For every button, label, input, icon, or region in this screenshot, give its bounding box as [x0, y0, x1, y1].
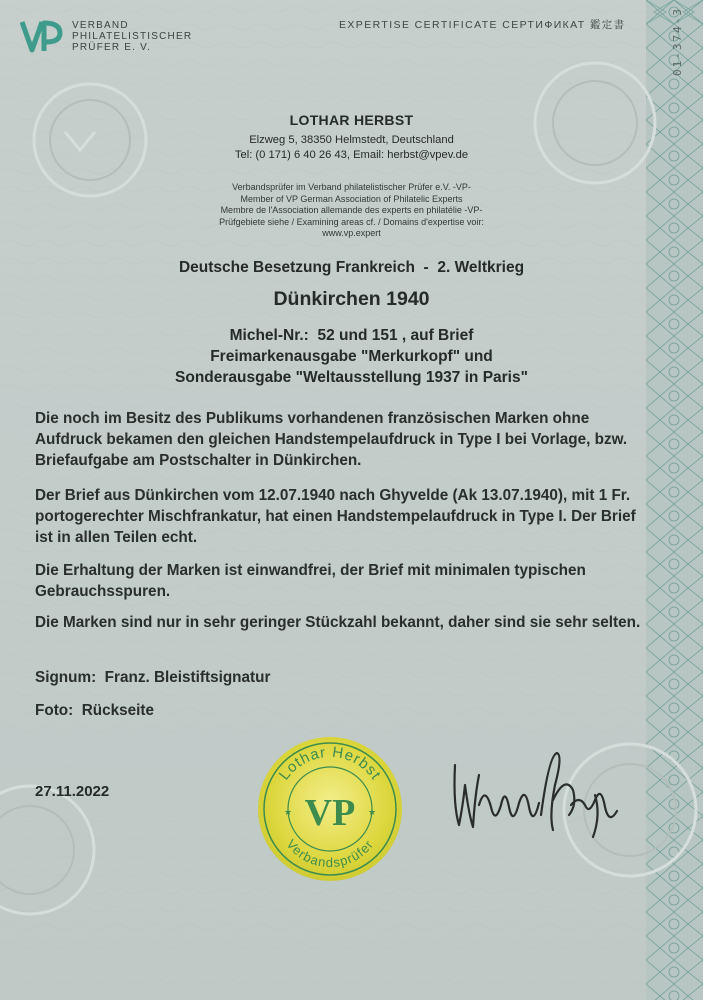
serial-code: 01-374-3 — [671, 7, 684, 76]
association-block — [0, 182, 703, 240]
logo-text — [72, 20, 222, 53]
svg-text:★: ★ — [368, 807, 377, 817]
subject-line: Michel-Nr.: 52 und 151 , auf Brief — [229, 327, 474, 344]
logo-line: VERBAND — [72, 20, 129, 31]
seal-top-text: Lothar Herbst — [275, 743, 385, 784]
subject-line: Sonderausgabe "Weltausstellung 1937 in Paris" — [175, 369, 528, 386]
handwritten-signature — [445, 745, 625, 845]
association-line: Prüfgebiete siehe / Examining areas cf. / Domains d'expertise voir: — [219, 216, 484, 227]
seal-bottom-text: Verbandsprüfer — [283, 836, 377, 871]
expert-name: LOTHAR HERBST — [289, 112, 414, 128]
expert-contact-block — [0, 133, 703, 163]
association-website: www.vp.expert — [322, 228, 381, 239]
body-paragraph-3: Die Erhaltung der Marken ist einwandfrei, der Brief mit minimalen typischen Gebrauchsspuren. — [35, 562, 586, 600]
association-line: Membre de l'Association allemande des experts en philatélie -VP- — [220, 205, 483, 216]
subject-line: Freimarkenausgabe "Merkurkopf" und — [210, 348, 493, 365]
association-line: Member of VP German Association of Philatelic Experts — [240, 193, 463, 204]
svg-text:★: ★ — [284, 807, 293, 817]
association-line: Verbandsprüfer im Verband philatelistischer Prüfer e.V. -VP- — [232, 182, 471, 192]
logo-line: PRÜFER E. V. — [72, 42, 152, 53]
subject-details — [0, 325, 703, 388]
embossed-seal-bottom-left — [0, 780, 100, 920]
expert-contact: Tel: (0 171) 6 40 26 43, Email: herbst@vpev.de — [234, 149, 469, 161]
body-paragraph-2: Der Brief aus Dünkirchen vom 12.07.1940 nach Ghyvelde (Ak 13.07.1940), mit 1 Fr. portogerechter Mischfrankatur, hat einen Handstempelaufdruck in Type I. Der Brief ist in allen Teilen echt. — [35, 487, 636, 546]
seal-mark: VP — [304, 792, 356, 834]
body-paragraph-4: Die Marken sind nur in sehr geringer Stückzahl bekannt, daher sind sie sehr selten. — [35, 614, 641, 631]
certificate-date: 27.11.2022 — [35, 783, 110, 800]
expert-address: Elzweg 5, 38350 Helmstedt, Deutschland — [249, 134, 454, 146]
body-paragraph-1: Die noch im Besitz des Publikums vorhandenen französischen Marken ohne Aufdruck bekamen den gleichen Handstempelaufdruck in Type I bei Vorlage, bzw. Briefaufgabe am Postschalter in Dünkirchen. — [35, 410, 628, 469]
signum-line: Signum: Franz. Bleistiftsignatur — [35, 669, 271, 686]
subject-area: Deutsche Besetzung Frankreich - 2. Weltkrieg — [178, 259, 525, 276]
subject-title: Dünkirchen 1940 — [273, 288, 430, 310]
certificate-title: EXPERTISE CERTIFICATE СЕРТИФИКАТ 鑑定書 — [339, 19, 626, 31]
foto-line: Foto: Rückseite — [35, 702, 154, 719]
hologram-seal — [256, 735, 404, 883]
serial-number — [671, 0, 684, 76]
logo-line: PHILATELISTISCHER — [72, 31, 193, 42]
vp-logo-icon — [20, 18, 66, 54]
